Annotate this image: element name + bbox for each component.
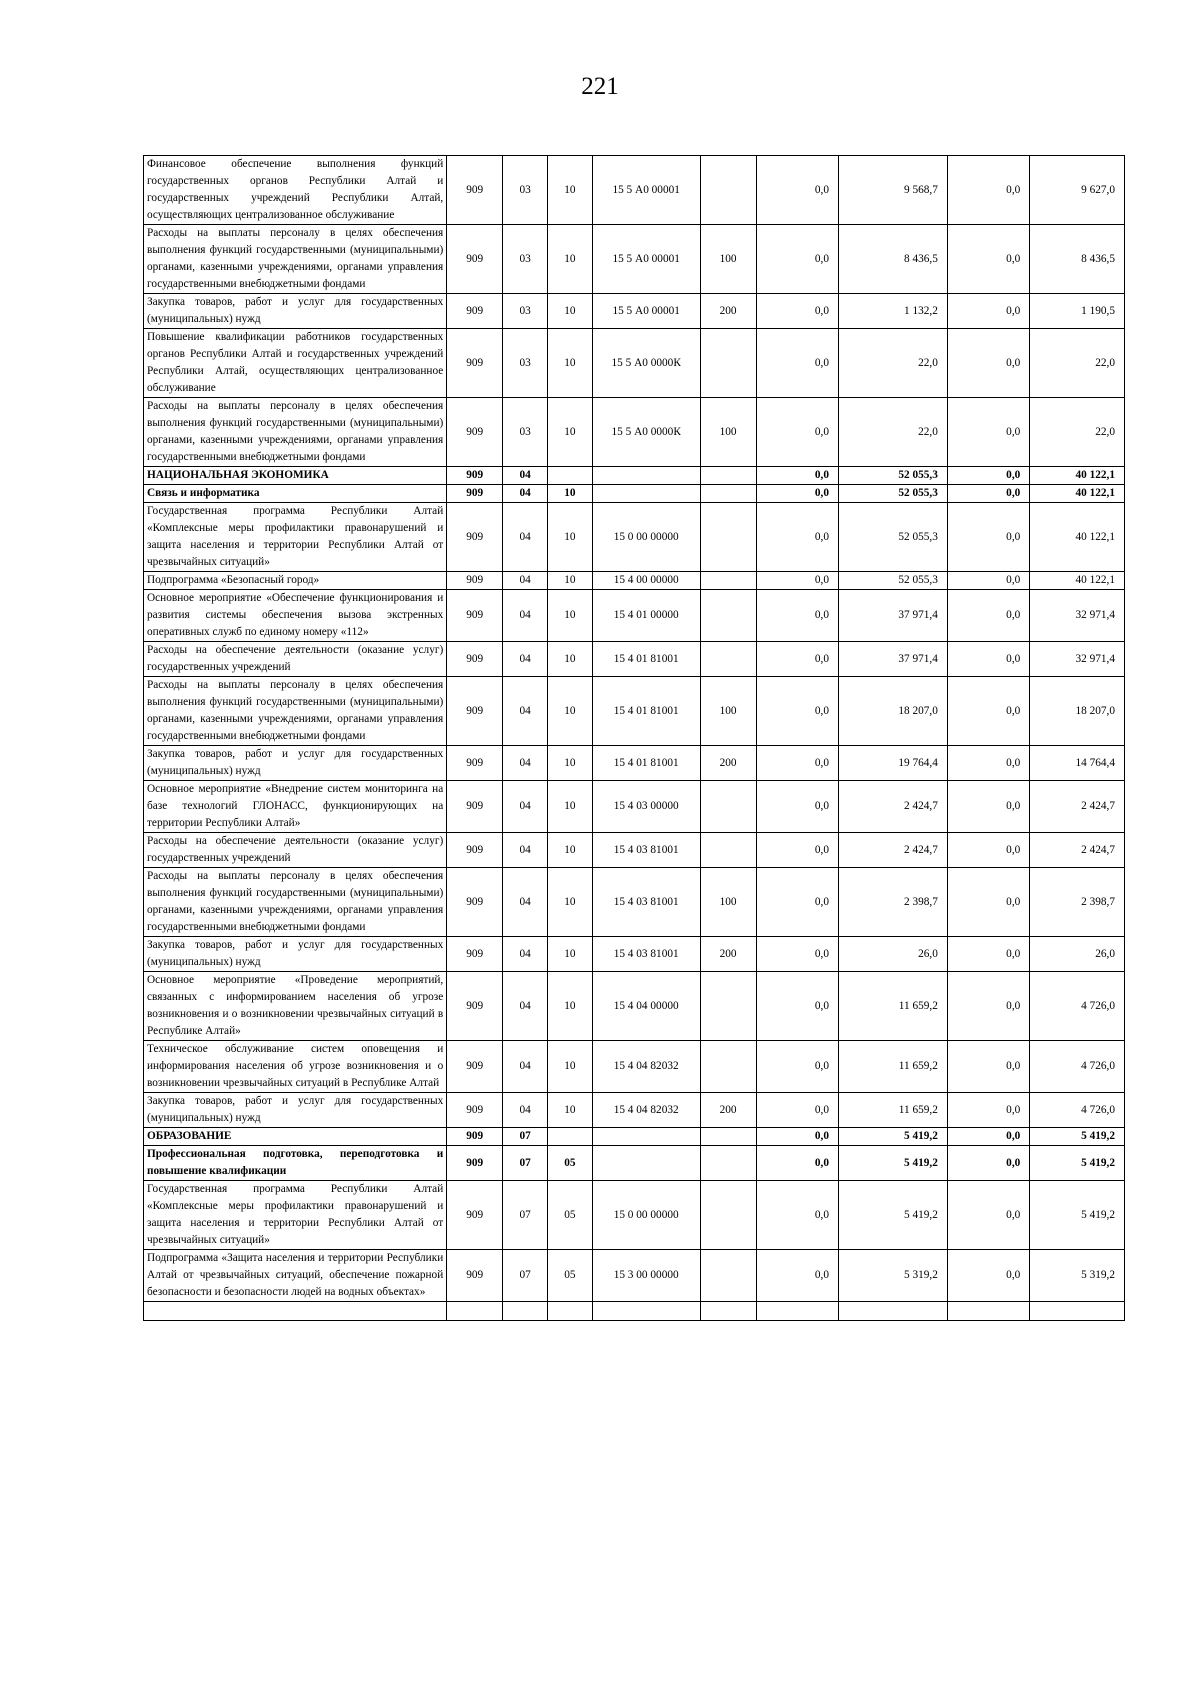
table-row xyxy=(144,225,1125,294)
row-amount-3-cell: 0,0 xyxy=(947,503,1029,572)
row-amount-2-cell: 37 971,4 xyxy=(839,642,948,677)
row-name-cell: Расходы на выплаты персоналу в целях обеспечения выполнения функций государственными (муниципальными) органами, казенными учреждениями, органами управления государственными внебюджетными фондами xyxy=(144,677,447,746)
row-grbs-cell: 909 xyxy=(447,294,503,329)
row-amount-4-cell: 4 726,0 xyxy=(1030,972,1125,1041)
row-grbs-cell: 909 xyxy=(447,398,503,467)
table-row xyxy=(144,572,1125,590)
row-section-cell: 07 xyxy=(503,1146,548,1181)
row-subsection-cell: 10 xyxy=(547,937,592,972)
filler-cell xyxy=(1030,1302,1125,1321)
row-amount-3-cell: 0,0 xyxy=(947,1181,1029,1250)
row-name-cell: Финансовое обеспечение выполнения функций государственных органов Республики Алтай и государственных учреждений Республики Алтай, осуществляющих централизованное обслуживание xyxy=(144,156,447,225)
row-section-cell: 04 xyxy=(503,972,548,1041)
row-section-cell: 04 xyxy=(503,868,548,937)
row-amount-3-cell: 0,0 xyxy=(947,572,1029,590)
row-amount-3-cell: 0,0 xyxy=(947,781,1029,833)
row-section-cell: 04 xyxy=(503,590,548,642)
row-section-cell: 04 xyxy=(503,937,548,972)
row-amount-2-cell: 1 132,2 xyxy=(839,294,948,329)
row-grbs-cell: 909 xyxy=(447,590,503,642)
row-subsection-cell: 10 xyxy=(547,1093,592,1128)
row-name-cell: Подпрограмма «Защита населения и территории Республики Алтай от чрезвычайных ситуаций, обеспечение пожарной безопасности и безопасности людей на водных объектах» xyxy=(144,1250,447,1302)
row-expense-type-cell: 100 xyxy=(700,868,756,937)
row-amount-4-cell: 40 122,1 xyxy=(1030,485,1125,503)
row-subsection-cell: 10 xyxy=(547,294,592,329)
row-name-cell: ОБРАЗОВАНИЕ xyxy=(144,1128,447,1146)
row-expense-type-cell xyxy=(700,833,756,868)
row-grbs-cell: 909 xyxy=(447,833,503,868)
row-amount-3-cell: 0,0 xyxy=(947,1146,1029,1181)
row-amount-1-cell: 0,0 xyxy=(756,1041,838,1093)
row-subsection-cell: 10 xyxy=(547,746,592,781)
table-row xyxy=(144,156,1125,225)
row-expense-type-cell xyxy=(700,1041,756,1093)
filler-cell xyxy=(144,1302,447,1321)
row-amount-2-cell: 18 207,0 xyxy=(839,677,948,746)
row-amount-4-cell: 26,0 xyxy=(1030,937,1125,972)
row-expense-type-cell: 100 xyxy=(700,398,756,467)
row-amount-4-cell: 5 319,2 xyxy=(1030,1250,1125,1302)
row-name-cell: Расходы на выплаты персоналу в целях обеспечения выполнения функций государственными (муниципальными) органами, казенными учреждениями, органами управления государственными внебюджетными фондами xyxy=(144,225,447,294)
filler-cell xyxy=(547,1302,592,1321)
row-amount-2-cell: 2 424,7 xyxy=(839,781,948,833)
row-expense-type-cell xyxy=(700,1181,756,1250)
row-name-cell: Связь и информатика xyxy=(144,485,447,503)
row-amount-3-cell: 0,0 xyxy=(947,972,1029,1041)
row-grbs-cell: 909 xyxy=(447,677,503,746)
row-section-cell: 03 xyxy=(503,329,548,398)
row-target-article-cell: 15 4 00 00000 xyxy=(592,572,700,590)
row-subsection-cell xyxy=(547,467,592,485)
row-section-cell: 04 xyxy=(503,781,548,833)
row-subsection-cell: 05 xyxy=(547,1181,592,1250)
row-amount-3-cell: 0,0 xyxy=(947,937,1029,972)
row-expense-type-cell xyxy=(700,1128,756,1146)
row-grbs-cell: 909 xyxy=(447,1128,503,1146)
row-target-article-cell: 15 0 00 00000 xyxy=(592,1181,700,1250)
row-name-cell: Основное мероприятие «Проведение мероприятий, связанных с информированием населения об угрозе возникновения и о возникновении чрезвычайных ситуаций в Республике Алтай» xyxy=(144,972,447,1041)
row-name-cell: Расходы на обеспечение деятельности (оказание услуг) государственных учреждений xyxy=(144,833,447,868)
row-expense-type-cell xyxy=(700,329,756,398)
row-expense-type-cell xyxy=(700,1146,756,1181)
row-amount-3-cell: 0,0 xyxy=(947,868,1029,937)
row-subsection-cell: 10 xyxy=(547,225,592,294)
row-subsection-cell: 10 xyxy=(547,398,592,467)
row-amount-1-cell: 0,0 xyxy=(756,868,838,937)
row-amount-2-cell: 9 568,7 xyxy=(839,156,948,225)
row-amount-1-cell: 0,0 xyxy=(756,1093,838,1128)
row-amount-2-cell: 8 436,5 xyxy=(839,225,948,294)
table-row xyxy=(144,329,1125,398)
row-target-article-cell xyxy=(592,1128,700,1146)
table-row xyxy=(144,1093,1125,1128)
row-name-cell: Закупка товаров, работ и услуг для государственных (муниципальных) нужд xyxy=(144,294,447,329)
row-grbs-cell: 909 xyxy=(447,503,503,572)
row-amount-4-cell: 5 419,2 xyxy=(1030,1146,1125,1181)
row-amount-4-cell: 5 419,2 xyxy=(1030,1128,1125,1146)
row-expense-type-cell: 100 xyxy=(700,677,756,746)
table-row xyxy=(144,294,1125,329)
row-target-article-cell: 15 5 А0 0000К xyxy=(592,329,700,398)
row-amount-4-cell: 4 726,0 xyxy=(1030,1093,1125,1128)
row-amount-2-cell: 11 659,2 xyxy=(839,1093,948,1128)
row-grbs-cell: 909 xyxy=(447,156,503,225)
filler-cell xyxy=(592,1302,700,1321)
row-amount-2-cell: 52 055,3 xyxy=(839,503,948,572)
row-grbs-cell: 909 xyxy=(447,1041,503,1093)
row-target-article-cell: 15 4 04 82032 xyxy=(592,1093,700,1128)
row-subsection-cell: 10 xyxy=(547,329,592,398)
row-name-cell: Основное мероприятие «Внедрение систем мониторинга на базе технологий ГЛОНАСС, функционирующих на территории Республики Алтай» xyxy=(144,781,447,833)
row-amount-1-cell: 0,0 xyxy=(756,329,838,398)
row-target-article-cell: 15 4 04 00000 xyxy=(592,972,700,1041)
row-name-cell: Закупка товаров, работ и услуг для государственных (муниципальных) нужд xyxy=(144,746,447,781)
row-target-article-cell: 15 5 А0 0000К xyxy=(592,398,700,467)
row-subsection-cell: 10 xyxy=(547,972,592,1041)
table-row xyxy=(144,1146,1125,1181)
row-target-article-cell: 15 5 А0 00001 xyxy=(592,294,700,329)
row-amount-3-cell: 0,0 xyxy=(947,485,1029,503)
table-row xyxy=(144,677,1125,746)
row-target-article-cell: 15 5 А0 00001 xyxy=(592,156,700,225)
row-subsection-cell: 10 xyxy=(547,781,592,833)
row-amount-2-cell: 52 055,3 xyxy=(839,467,948,485)
filler-cell xyxy=(503,1302,548,1321)
row-grbs-cell: 909 xyxy=(447,485,503,503)
table-row xyxy=(144,503,1125,572)
row-subsection-cell: 10 xyxy=(547,503,592,572)
row-subsection-cell: 10 xyxy=(547,677,592,746)
table-row xyxy=(144,937,1125,972)
row-amount-2-cell: 5 419,2 xyxy=(839,1146,948,1181)
table-row xyxy=(144,590,1125,642)
row-target-article-cell: 15 5 А0 00001 xyxy=(592,225,700,294)
row-section-cell: 04 xyxy=(503,503,548,572)
row-section-cell: 04 xyxy=(503,1041,548,1093)
row-amount-2-cell: 5 319,2 xyxy=(839,1250,948,1302)
row-amount-2-cell: 52 055,3 xyxy=(839,485,948,503)
row-amount-2-cell: 22,0 xyxy=(839,329,948,398)
row-name-cell: Основное мероприятие «Обеспечение функционирования и развития системы обеспечения вызова экстренных оперативных служб по единому номеру «112» xyxy=(144,590,447,642)
row-amount-3-cell: 0,0 xyxy=(947,467,1029,485)
row-amount-4-cell: 9 627,0 xyxy=(1030,156,1125,225)
row-grbs-cell: 909 xyxy=(447,937,503,972)
row-amount-2-cell: 2 424,7 xyxy=(839,833,948,868)
row-amount-4-cell: 8 436,5 xyxy=(1030,225,1125,294)
row-expense-type-cell xyxy=(700,572,756,590)
row-amount-4-cell: 2 424,7 xyxy=(1030,781,1125,833)
row-grbs-cell: 909 xyxy=(447,1181,503,1250)
row-amount-1-cell: 0,0 xyxy=(756,781,838,833)
row-name-cell: Государственная программа Республики Алтай «Комплексные меры профилактики правонарушений и защита населения и территории Республики Алтай от чрезвычайных ситуаций» xyxy=(144,1181,447,1250)
table-row xyxy=(144,485,1125,503)
row-grbs-cell: 909 xyxy=(447,642,503,677)
row-name-cell: Расходы на обеспечение деятельности (оказание услуг) государственных учреждений xyxy=(144,642,447,677)
row-grbs-cell: 909 xyxy=(447,868,503,937)
row-amount-1-cell: 0,0 xyxy=(756,398,838,467)
row-amount-3-cell: 0,0 xyxy=(947,156,1029,225)
row-amount-4-cell: 2 424,7 xyxy=(1030,833,1125,868)
table-row xyxy=(144,642,1125,677)
row-section-cell: 03 xyxy=(503,398,548,467)
row-amount-3-cell: 0,0 xyxy=(947,833,1029,868)
row-amount-2-cell: 37 971,4 xyxy=(839,590,948,642)
row-subsection-cell: 10 xyxy=(547,833,592,868)
row-amount-4-cell: 18 207,0 xyxy=(1030,677,1125,746)
row-expense-type-cell: 200 xyxy=(700,937,756,972)
row-amount-1-cell: 0,0 xyxy=(756,1181,838,1250)
row-amount-1-cell: 0,0 xyxy=(756,572,838,590)
row-name-cell: Расходы на выплаты персоналу в целях обеспечения выполнения функций государственными (муниципальными) органами, казенными учреждениями, органами управления государственными внебюджетными фондами xyxy=(144,398,447,467)
row-target-article-cell xyxy=(592,1146,700,1181)
row-section-cell: 04 xyxy=(503,485,548,503)
row-grbs-cell: 909 xyxy=(447,1250,503,1302)
row-name-cell: Расходы на выплаты персоналу в целях обеспечения выполнения функций государственными (муниципальными) органами, казенными учреждениями, органами управления государственными внебюджетными фондами xyxy=(144,868,447,937)
table-row xyxy=(144,972,1125,1041)
row-expense-type-cell xyxy=(700,781,756,833)
row-expense-type-cell xyxy=(700,467,756,485)
row-expense-type-cell: 200 xyxy=(700,1093,756,1128)
row-name-cell: Техническое обслуживание систем оповещения и информирования населения об угрозе возникновения и о возникновении чрезвычайных ситуаций в Республике Алтай xyxy=(144,1041,447,1093)
row-amount-3-cell: 0,0 xyxy=(947,1250,1029,1302)
row-amount-3-cell: 0,0 xyxy=(947,746,1029,781)
row-grbs-cell: 909 xyxy=(447,746,503,781)
row-section-cell: 04 xyxy=(503,572,548,590)
row-expense-type-cell: 200 xyxy=(700,746,756,781)
filler-cell xyxy=(839,1302,948,1321)
row-section-cell: 07 xyxy=(503,1250,548,1302)
row-section-cell: 03 xyxy=(503,225,548,294)
row-subsection-cell xyxy=(547,1128,592,1146)
row-amount-3-cell: 0,0 xyxy=(947,677,1029,746)
row-subsection-cell: 10 xyxy=(547,642,592,677)
row-target-article-cell: 15 3 00 00000 xyxy=(592,1250,700,1302)
filler-cell xyxy=(700,1302,756,1321)
row-subsection-cell: 10 xyxy=(547,1041,592,1093)
row-section-cell: 03 xyxy=(503,294,548,329)
row-subsection-cell: 10 xyxy=(547,572,592,590)
row-target-article-cell xyxy=(592,485,700,503)
row-target-article-cell: 15 4 01 81001 xyxy=(592,746,700,781)
row-amount-1-cell: 0,0 xyxy=(756,972,838,1041)
row-target-article-cell: 15 4 03 00000 xyxy=(592,781,700,833)
row-section-cell: 04 xyxy=(503,833,548,868)
row-target-article-cell: 15 0 00 00000 xyxy=(592,503,700,572)
row-amount-1-cell: 0,0 xyxy=(756,1128,838,1146)
row-amount-1-cell: 0,0 xyxy=(756,642,838,677)
row-amount-4-cell: 40 122,1 xyxy=(1030,572,1125,590)
row-amount-1-cell: 0,0 xyxy=(756,225,838,294)
row-amount-1-cell: 0,0 xyxy=(756,677,838,746)
row-target-article-cell: 15 4 03 81001 xyxy=(592,833,700,868)
row-grbs-cell: 909 xyxy=(447,225,503,294)
row-amount-1-cell: 0,0 xyxy=(756,833,838,868)
row-amount-1-cell: 0,0 xyxy=(756,937,838,972)
row-expense-type-cell xyxy=(700,503,756,572)
row-subsection-cell: 05 xyxy=(547,1250,592,1302)
row-amount-2-cell: 26,0 xyxy=(839,937,948,972)
row-amount-1-cell: 0,0 xyxy=(756,485,838,503)
row-amount-4-cell: 32 971,4 xyxy=(1030,590,1125,642)
table-row xyxy=(144,781,1125,833)
row-amount-2-cell: 11 659,2 xyxy=(839,1041,948,1093)
row-amount-4-cell: 14 764,4 xyxy=(1030,746,1125,781)
row-target-article-cell: 15 4 01 00000 xyxy=(592,590,700,642)
row-amount-3-cell: 0,0 xyxy=(947,590,1029,642)
row-section-cell: 04 xyxy=(503,642,548,677)
table-row xyxy=(144,833,1125,868)
row-section-cell: 07 xyxy=(503,1181,548,1250)
row-amount-3-cell: 0,0 xyxy=(947,1041,1029,1093)
row-name-cell: Закупка товаров, работ и услуг для государственных (муниципальных) нужд xyxy=(144,937,447,972)
row-expense-type-cell: 100 xyxy=(700,225,756,294)
row-amount-3-cell: 0,0 xyxy=(947,398,1029,467)
row-expense-type-cell: 200 xyxy=(700,294,756,329)
table-row xyxy=(144,1250,1125,1302)
row-grbs-cell: 909 xyxy=(447,329,503,398)
row-grbs-cell: 909 xyxy=(447,467,503,485)
row-name-cell: Государственная программа Республики Алтай «Комплексные меры профилактики правонарушений и защита населения и территории Республики Алтай от чрезвычайных ситуаций» xyxy=(144,503,447,572)
row-amount-4-cell: 1 190,5 xyxy=(1030,294,1125,329)
row-amount-3-cell: 0,0 xyxy=(947,329,1029,398)
row-amount-2-cell: 2 398,7 xyxy=(839,868,948,937)
filler-cell xyxy=(447,1302,503,1321)
row-amount-1-cell: 0,0 xyxy=(756,1250,838,1302)
page-number: 221 xyxy=(581,73,619,100)
table-row xyxy=(144,1041,1125,1093)
filler-cell xyxy=(756,1302,838,1321)
row-amount-1-cell: 0,0 xyxy=(756,156,838,225)
row-expense-type-cell xyxy=(700,485,756,503)
row-target-article-cell: 15 4 03 81001 xyxy=(592,937,700,972)
row-name-cell: Профессиональная подготовка, переподготовка и повышение квалификации xyxy=(144,1146,447,1181)
row-amount-4-cell: 22,0 xyxy=(1030,329,1125,398)
table-row xyxy=(144,1128,1125,1146)
row-expense-type-cell xyxy=(700,1250,756,1302)
row-amount-3-cell: 0,0 xyxy=(947,1093,1029,1128)
row-amount-1-cell: 0,0 xyxy=(756,746,838,781)
row-amount-1-cell: 0,0 xyxy=(756,467,838,485)
row-grbs-cell: 909 xyxy=(447,781,503,833)
row-name-cell: НАЦИОНАЛЬНАЯ ЭКОНОМИКА xyxy=(144,467,447,485)
row-section-cell: 04 xyxy=(503,467,548,485)
table-row xyxy=(144,398,1125,467)
row-section-cell: 04 xyxy=(503,677,548,746)
row-amount-2-cell: 11 659,2 xyxy=(839,972,948,1041)
row-target-article-cell xyxy=(592,467,700,485)
row-amount-2-cell: 52 055,3 xyxy=(839,572,948,590)
filler-cell xyxy=(947,1302,1029,1321)
row-amount-4-cell: 5 419,2 xyxy=(1030,1181,1125,1250)
row-target-article-cell: 15 4 03 81001 xyxy=(592,868,700,937)
row-section-cell: 07 xyxy=(503,1128,548,1146)
row-section-cell: 04 xyxy=(503,746,548,781)
row-expense-type-cell xyxy=(700,642,756,677)
row-grbs-cell: 909 xyxy=(447,972,503,1041)
row-amount-2-cell: 22,0 xyxy=(839,398,948,467)
row-expense-type-cell xyxy=(700,972,756,1041)
row-amount-4-cell: 40 122,1 xyxy=(1030,503,1125,572)
table-row xyxy=(144,1181,1125,1250)
table-row xyxy=(144,868,1125,937)
row-amount-4-cell: 22,0 xyxy=(1030,398,1125,467)
row-subsection-cell: 10 xyxy=(547,485,592,503)
row-target-article-cell: 15 4 04 82032 xyxy=(592,1041,700,1093)
row-amount-4-cell: 4 726,0 xyxy=(1030,1041,1125,1093)
row-amount-1-cell: 0,0 xyxy=(756,294,838,329)
row-target-article-cell: 15 4 01 81001 xyxy=(592,642,700,677)
row-amount-3-cell: 0,0 xyxy=(947,642,1029,677)
row-amount-1-cell: 0,0 xyxy=(756,1146,838,1181)
row-amount-3-cell: 0,0 xyxy=(947,294,1029,329)
row-subsection-cell: 10 xyxy=(547,868,592,937)
row-expense-type-cell xyxy=(700,590,756,642)
row-section-cell: 04 xyxy=(503,1093,548,1128)
row-name-cell: Подпрограмма «Безопасный город» xyxy=(144,572,447,590)
row-grbs-cell: 909 xyxy=(447,1093,503,1128)
row-subsection-cell: 10 xyxy=(547,590,592,642)
row-name-cell: Закупка товаров, работ и услуг для государственных (муниципальных) нужд xyxy=(144,1093,447,1128)
row-amount-1-cell: 0,0 xyxy=(756,503,838,572)
table-body xyxy=(144,156,1125,1321)
row-name-cell: Повышение квалификации работников государственных органов Республики Алтай и государственных учреждений Республики Алтай, осуществляющих централизованное обслуживание xyxy=(144,329,447,398)
table-row xyxy=(144,467,1125,485)
row-amount-3-cell: 0,0 xyxy=(947,1128,1029,1146)
table-row xyxy=(144,746,1125,781)
budget-table xyxy=(143,155,1125,1321)
row-amount-2-cell: 5 419,2 xyxy=(839,1181,948,1250)
row-subsection-cell: 05 xyxy=(547,1146,592,1181)
row-amount-4-cell: 2 398,7 xyxy=(1030,868,1125,937)
row-subsection-cell: 10 xyxy=(547,156,592,225)
row-target-article-cell: 15 4 01 81001 xyxy=(592,677,700,746)
row-amount-1-cell: 0,0 xyxy=(756,590,838,642)
row-expense-type-cell xyxy=(700,156,756,225)
row-section-cell: 03 xyxy=(503,156,548,225)
row-amount-2-cell: 5 419,2 xyxy=(839,1128,948,1146)
row-amount-3-cell: 0,0 xyxy=(947,225,1029,294)
row-amount-4-cell: 40 122,1 xyxy=(1030,467,1125,485)
row-amount-4-cell: 32 971,4 xyxy=(1030,642,1125,677)
row-amount-2-cell: 19 764,4 xyxy=(839,746,948,781)
row-grbs-cell: 909 xyxy=(447,1146,503,1181)
row-grbs-cell: 909 xyxy=(447,572,503,590)
table-filler-row xyxy=(144,1302,1125,1321)
